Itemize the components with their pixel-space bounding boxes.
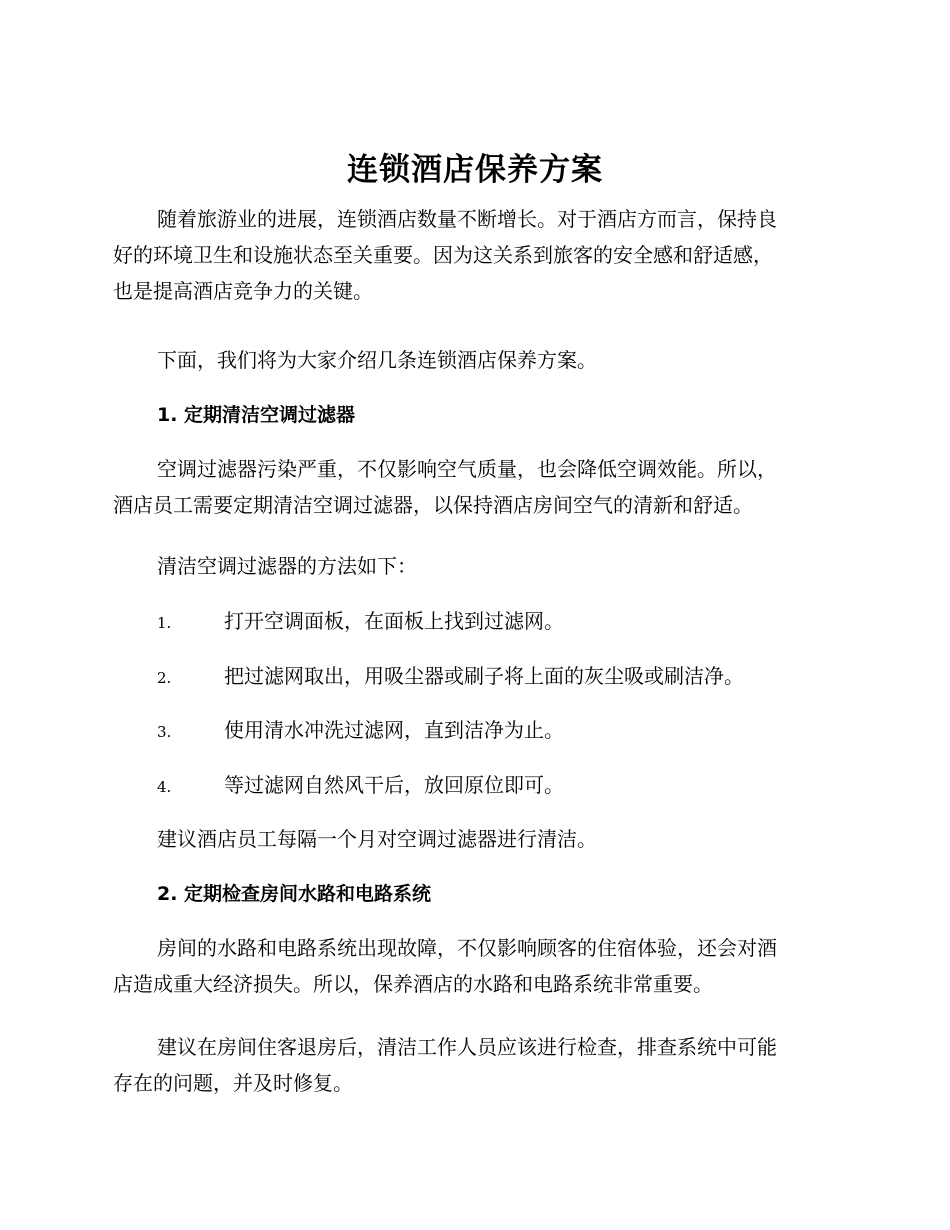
- section-1-advice: 建议酒店员工每隔一个月对空调过滤器进行清洁。: [157, 827, 597, 851]
- intro-line-1: 随着旅游业的进展，连锁酒店数量不断增长。对于酒店方而言，保持良: [157, 207, 777, 231]
- section-2-paragraph-2: [113, 1029, 838, 1101]
- list-item: [157, 712, 564, 750]
- section-2-p1-line-2: 店造成重大经济损失。所以，保养酒店的水路和电路系统非常重要。: [113, 972, 713, 996]
- section-1-line-2: 酒店员工需要定期清洁空调过滤器，以保持酒店房间空气的清新和舒适。: [113, 493, 753, 517]
- list-item: [157, 767, 564, 805]
- lead-paragraph: 下面，我们将为大家介绍几条连锁酒店保养方案。: [157, 348, 597, 372]
- section-2-p2-line-1: 建议在房间住客退房后，清洁工作人员应该进行检查，排查系统中可能: [157, 1035, 777, 1059]
- list-item-number: 4.: [157, 778, 172, 796]
- list-item-number: 2.: [157, 669, 172, 687]
- list-item-number: 1.: [157, 614, 172, 632]
- list-item-text: 打开空调面板，在面板上找到过滤网。: [224, 609, 564, 633]
- list-item: [157, 658, 744, 696]
- method-intro: 清洁空调过滤器的方法如下：: [157, 554, 417, 578]
- list-item-text: 等过滤网自然风干后，放回原位即可。: [224, 773, 564, 797]
- section-2-heading: 2. 定期检查房间水路和电路系统: [157, 883, 432, 905]
- section-1-line-1: 空调过滤器污染严重，不仅影响空气质量，也会降低空调效能。所以，: [157, 457, 777, 481]
- section-2-p2-line-2: 存在的问题，并及时修复。: [113, 1071, 353, 1095]
- section-1-paragraph: [113, 451, 838, 523]
- list-item-text: 使用清水冲洗过滤网，直到洁净为止。: [224, 718, 564, 742]
- section-2-paragraph-1: [113, 930, 838, 1002]
- intro-line-3: 也是提高酒店竞争力的关键。: [113, 279, 373, 303]
- list-item-text: 把过滤网取出，用吸尘器或刷子将上面的灰尘吸或刷洁净。: [224, 664, 744, 688]
- list-item: [157, 603, 564, 641]
- intro-paragraph: [113, 201, 838, 309]
- section-1-heading: 1. 定期清洁空调过滤器: [157, 404, 356, 426]
- list-item-number: 3.: [157, 723, 172, 741]
- document-title: 连锁酒店保养方案: [347, 152, 603, 188]
- section-2-p1-line-1: 房间的水路和电路系统出现故障，不仅影响顾客的住宿体验，还会对酒: [157, 936, 777, 960]
- intro-line-2: 好的环境卫生和设施状态至关重要。因为这关系到旅客的安全感和舒适感，: [113, 243, 773, 267]
